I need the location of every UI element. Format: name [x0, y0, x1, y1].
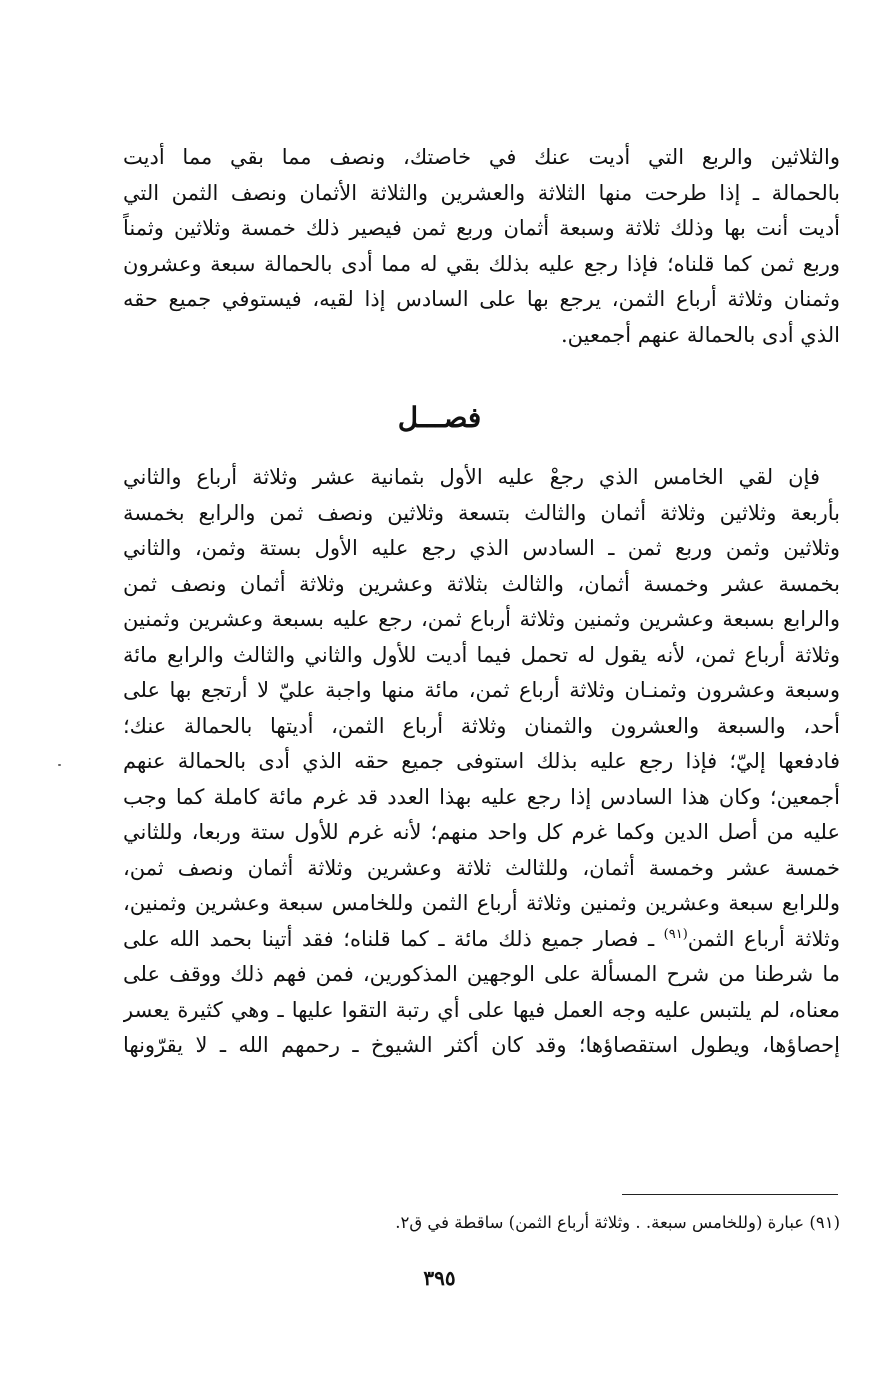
section-heading: فصـــل — [397, 401, 482, 434]
text-line: أديت أنت بها وذلك ثلاثة وسبعة أثمان وربع ثمن فيصير ذلك خمسة وثلاثين وثمناً — [123, 216, 840, 240]
footnote-reference[interactable]: (٩١) — [663, 926, 688, 942]
text-line: عليه من أصل الدين وكما غرم كل واحد منهم؛ لأنه غرم للأول ستة وربعا، وللثاني — [123, 820, 840, 844]
text-line: فادفعها إليّ؛ فإذا رجع عليه بذلك استوفى جميع حقه الذي أدى بالحمالة عنهم — [123, 749, 840, 773]
text-line: أحد، والسبعة والعشرون والثمنان وثلاثة أرباع الثمن، أديتها بالحمالة عنك؛ — [123, 713, 840, 738]
text-line: وثلاثة أرباع ثمن، لأنه يقول له تحمل فيما أديت للأول والثاني والثالث والرابع مائة — [123, 642, 840, 667]
text-line: والثلاثين والربع التي أديت عنك في خاصتك، ونصف مما بقي مما أديت — [123, 145, 840, 169]
page-number: ٣٩٥ — [423, 1266, 456, 1290]
paragraph-section — [123, 460, 840, 1064]
text-line: بأربعة وثلاثين وثلاثة أثمان والثالث بتسعة وثلاثين ونصف ثمن والرابع بخمسة — [123, 500, 840, 525]
scan-speck — [58, 764, 61, 766]
footnote: (٩١) عبارة (وللخامس سبعة. . وثلاثة أرباع الثمن) ساقطة في ق٢. — [395, 1213, 840, 1232]
text-line: الذي أدى بالحمالة عنهم أجمعين. — [560, 322, 840, 347]
text-line: وللرابع سبعة وعشرين وثمنين وثلاثة أرباع الثمن وللخامس سبعة وعشرين وثمنين، — [123, 891, 840, 915]
footnote-separator — [622, 1194, 838, 1195]
text-line: بالحمالة ـ إذا طرحت منها الثلاثة والعشرين والثلاثة الأثمان ونصف الثمن التي — [123, 180, 840, 205]
text-line-with-footnote — [123, 922, 840, 958]
text-line: إحصاؤها، ويطول استقصاؤها؛ وقد كان أكثر الشيوخ ـ رحمهم الله ـ لا يقرّونها — [123, 1033, 840, 1057]
text-segment: وثلاثة أرباع الثمن — [687, 926, 840, 951]
text-line: وثلاثين وثمن وربع ثمن ـ السادس الذي رجع عليه الأول بستة وثمن، والثاني — [123, 536, 840, 560]
text-line: أجمعين؛ وكان هذا السادس إذا رجع عليه بهذا العدد قد غرم مائة كاملة كما وجب — [123, 784, 840, 809]
text-line: معناه، لم يلتبس عليه وجه العمل فيها على أي رتبة التقوا عليها ـ وهي كثيرة يعسر — [123, 997, 840, 1022]
text-line: فإن لقي الخامس الذي رجعْ عليه الأول بثمانية عشر وثلاثة أرباع والثاني — [123, 465, 820, 489]
paragraph-continuation — [123, 140, 840, 353]
text-line: وثمنان وثلاثة أرباع الثمن، يرجع بها على السادس إذا لقيه، فيستوفي جميع حقه — [123, 287, 840, 311]
text-line: ما شرطنا من شرح المسألة على الوجهين المذكورين، فمن فهم ذلك ووقف على — [123, 962, 840, 986]
text-line: خمسة عشر وخمسة أثمان، وللثالث ثلاثة وعشرين وثلاثة أثمان ونصف ثمن، — [123, 855, 840, 880]
text-line: وسبعة وعشرون وثمنـان وثلاثة أرباع ثمن، مائة منها واجبة عليّ لا أرتجع بها على — [123, 678, 840, 702]
text-segment: ـ فصار جميع ذلك مائة ـ كما قلناه؛ فقد أتينا بحمد الله على — [123, 926, 664, 951]
text-line: بخمسة عشر وخمسة أثمان، والثالث بثلاثة وعشرين وثلاثة أثمان ونصف ثمن — [123, 571, 840, 596]
text-line: والرابع بسبعة وعشرين وثمنين وثلاثة أرباع ثمن، رجع عليه بسبعة وعشرين وثمنين — [123, 607, 840, 631]
text-line: وربع ثمن كما قلناه؛ فإذا رجع عليه بذلك بقي له مما أدى بالحمالة سبعة وعشرون — [123, 251, 840, 276]
